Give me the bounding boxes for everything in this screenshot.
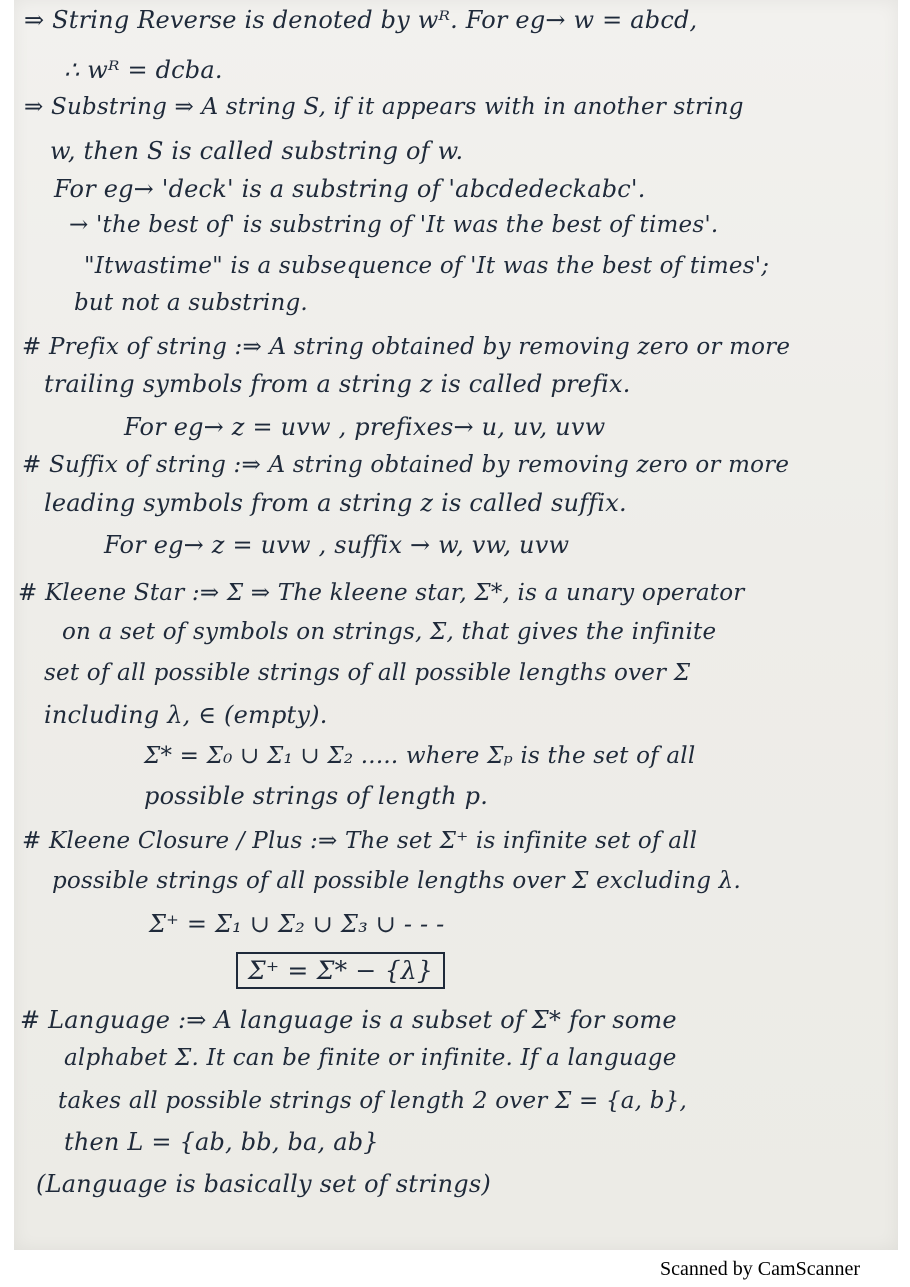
- note-line: # Kleene Closure / Plus :⇒ The set Σ⁺ is infinite set of all: [22, 828, 698, 854]
- note-line: Σ* = Σ₀ ∪ Σ₁ ∪ Σ₂ ..... where Σₚ is the set of all: [144, 743, 696, 769]
- note-line: Σ⁺ = Σ₁ ∪ Σ₂ ∪ Σ₃ ∪ - - -: [149, 910, 445, 938]
- note-line: # Prefix of string :⇒ A string obtained by removing zero or more: [22, 334, 791, 360]
- note-line: w, then S is called substring of w.: [50, 137, 464, 165]
- boxed-equation: Σ⁺ = Σ* − {λ}: [236, 952, 445, 989]
- note-line: For eg→ z = uvw , suffix → w, vw, uvw: [104, 531, 570, 559]
- note-line: For eg→ 'deck' is a substring of 'abcdedeckabc'.: [54, 175, 646, 203]
- note-line: ⇒ Substring ⇒ A string S, if it appears with in another string: [24, 94, 744, 120]
- note-line: alphabet Σ. It can be finite or infinite. If a language: [64, 1045, 677, 1071]
- note-line: → 'the best of' is substring of 'It was the best of times'.: [69, 212, 719, 238]
- note-line: but not a substring.: [74, 290, 308, 316]
- note-line: including λ, ∈ (empty).: [44, 701, 328, 729]
- note-line: ∴ wᴿ = dcba.: [64, 56, 223, 84]
- note-line: # Kleene Star :⇒ Σ ⇒ The kleene star, Σ*, is a unary operator: [18, 580, 745, 606]
- note-line: on a set of symbols on strings, Σ, that gives the infinite: [62, 619, 717, 645]
- note-line: possible strings of length p.: [144, 782, 489, 810]
- notebook-page: [14, 0, 898, 1250]
- note-line: set of all possible strings of all possible lengths over Σ: [44, 660, 691, 686]
- note-line: takes all possible strings of length 2 over Σ = {a, b},: [58, 1088, 687, 1114]
- scanner-watermark: Scanned by CamScanner: [660, 1258, 860, 1280]
- note-line: trailing symbols from a string z is called prefix.: [44, 370, 631, 398]
- note-line: # Suffix of string :⇒ A string obtained by removing zero or more: [22, 452, 790, 478]
- note-line: (Language is basically set of strings): [36, 1170, 491, 1198]
- note-line: then L = {ab, bb, ba, ab}: [64, 1128, 379, 1156]
- note-line: possible strings of all possible lengths over Σ excluding λ.: [52, 868, 741, 894]
- note-line: leading symbols from a string z is called suffix.: [44, 489, 627, 517]
- note-line: "Itwastime" is a subsequence of 'It was the best of times';: [84, 253, 770, 279]
- note-line: ⇒ String Reverse is denoted by wᴿ. For eg→ w = abcd,: [24, 6, 698, 34]
- note-line: # Language :⇒ A language is a subset of Σ* for some: [20, 1006, 677, 1034]
- note-line: For eg→ z = uvw , prefixes→ u, uv, uvw: [124, 413, 606, 441]
